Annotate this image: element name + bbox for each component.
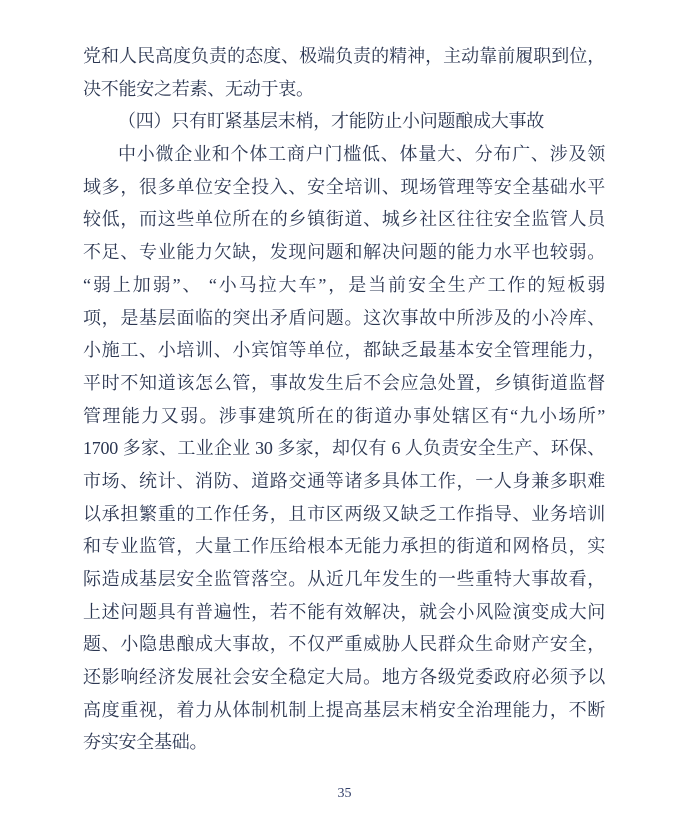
text-line: 较低，而这些单位所在的乡镇街道、城乡社区往往安全监管人员 — [83, 209, 605, 230]
text-line: 题、小隐患酿成大事故，不仅严重威胁人民群众生命财产安全， — [83, 634, 605, 655]
text-line: 决不能安之若素、无动于衷。 — [83, 78, 314, 99]
text-line: 上述问题具有普遍性，若不能有效解决，就会小风险演变成大问 — [83, 601, 605, 622]
text-line: 管理能力又弱。涉事建筑所在的街道办事处辖区有“九小场所” — [83, 405, 605, 426]
section-heading: （四）只有盯紧基层末梢，才能防止小问题酿成大事故 — [118, 111, 544, 132]
text-line: 和专业监管，大量工作压给根本无能力承担的街道和网格员，实 — [83, 536, 605, 557]
text-line: 域多，很多单位安全投入、安全培训、现场管理等安全基础水平 — [83, 176, 605, 197]
text-line: 际造成基层安全监管落空。从近几年发生的一些重特大事故看， — [83, 569, 605, 589]
text-line: 市场、统计、消防、道路交通等诸多具体工作，一人身兼多职难 — [83, 470, 605, 491]
text-line: 还影响经济发展社会安全稳定大局。地方各级党委政府必须予以 — [83, 667, 605, 688]
text-line: 项，是基层面临的突出矛盾问题。这次事故中所涉及的小冷库、 — [83, 307, 605, 328]
text-line: 小施工、小培训、小宾馆等单位，都缺乏最基本安全管理能力， — [83, 340, 605, 361]
text-line: 高度重视，着力从体制机制上提高基层末梢安全治理能力，不断 — [83, 699, 605, 720]
text-line: “弱上加弱”、 “小马拉大车”，是当前安全生产工作的短板弱 — [83, 274, 605, 295]
text-line: 不足、专业能力欠缺，发现问题和解决问题的能力水平也较弱。 — [83, 242, 605, 263]
text-line: 中小微企业和个体工商户门槛低、体量大、分布广、涉及领 — [118, 144, 605, 165]
document-text-block — [83, 40, 605, 759]
page-number: 35 — [337, 786, 352, 801]
text-line: 夯实安全基础。 — [83, 732, 208, 753]
text-line: 以承担繁重的工作任务，且市区两级又缺乏工作指导、业务培训 — [83, 503, 605, 524]
text-line: 党和人民高度负责的态度、极端负责的精神，主动靠前履职到位， — [83, 46, 605, 66]
text-line: 1700 多家、工业企业 30 多家，却仅有 6 人负责安全生产、环保、 — [83, 438, 605, 459]
text-line: 平时不知道该怎么管，事故发生后不会应急处置，乡镇街道监督 — [83, 372, 605, 393]
